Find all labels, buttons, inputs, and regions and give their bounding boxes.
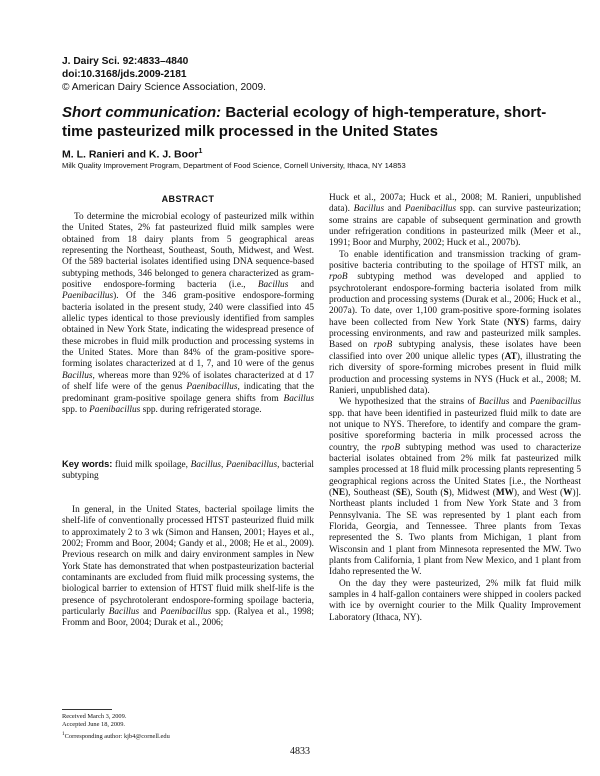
- doi-link[interactable]: doi:10.3168/jds.2009-2181: [62, 68, 187, 80]
- body-column-right: [329, 193, 581, 624]
- abstract-text: [62, 212, 314, 416]
- body-paragraph: Huck et al., 2007a; Huck et al., 2008; M. Ranieri, unpublished data). Bacillus and Paenibacillus spp. can survive pasteurization; some strains are capable of subsequent germination and growth under refrigeration conditions in pasteurized milk (Meer et al., 1991; Boor and Murphy, 2002; Huck et al., 2007b).: [329, 193, 581, 249]
- corresponding-author: $^1$Corresponding author: kjb4@cornell.edu: [62, 730, 170, 740]
- title-lead: Short communication:: [62, 104, 222, 121]
- body-paragraph: In general, in the United States, bacterial spoilage limits the shelf-life of conventionally processed HTST pasteurized fluid milk to approximately 2 to 3 wk (Simon and Hansen, 2001; Hayes et al., 2002; Fromm and Boor, 2004; Gandy et al., 2008; He et al., 2009). Previous research on milk and dairy environment samples in New York State has demonstrated that when postpasteurization bacterial contaminants are excluded from fluid milk processing systems, the biological barrier to extension of HTST fluid milk shelf-life is the presence of psychrotolerant endospore-forming spoilage bacteria, particularly Bacillus and Paenibacillus spp. (Ralyea et al., 1998; Fromm and Boor, 2004; Durak et al., 2006;: [62, 505, 314, 629]
- abstract-heading: ABSTRACT: [161, 194, 215, 204]
- affiliation: Milk Quality Improvement Program, Department of Food Science, Cornell University, Ithaca, NY 14853: [62, 161, 406, 170]
- author-footnote-marker[interactable]: 1: [198, 148, 203, 155]
- authors: [62, 148, 552, 161]
- body-paragraph: We hypothesized that the strains of Bacillus and Paenibacillus spp. that have been identified in pasteurized fluid milk to date are not unique to NYS. Therefore, to identify and compare the gram-positive sporeforming bacteria in milk processed across the country, the rpoB subtyping method was used to characterize bacterial isolates obtained from 2% milk fat pasteurized milk samples processed at 18 fluid milk processing plants representing 5 geographical regions across the United States [i.e., the Northeast (NE), Southeast (SE), South (S), Midwest (MW), and West (W)]. Northeast plants included 1 from New York State and 3 from Pennsylvania. The SE was represented by 1 plant each from Florida, Georgia, and Tennessee. Three plants from Texas represented the S. Two plants from Michigan, 1 plant from Wisconsin and 1 plant from Minnesota represented the MW. Two plants from California, 1 plant from New Mexico, and 1 plant from Idaho represented the W.: [329, 397, 581, 578]
- author-names: M. L. Ranieri and K. J. Boor: [62, 148, 199, 161]
- article-title: [62, 104, 552, 141]
- body-paragraph: To enable identification and transmission tracking of gram-positive bacteria contributing to the spoilage of HTST milk, an rpoB subtyping method was developed and applied to psychrotolerant endospore-forming bacteria isolated from milk production and processing systems (Durak et al., 2006; Huck et al., 2007a). To date, over 1,100 gram-positive spore-forming isolates have been collected from New York State (NYS) farms, dairy processing environments, and raw and pasteurized milk samples. Based on rpoB subtyping analysis, these isolates have been classified into over 200 unique allelic types (AT), illustrating the rich diversity of spore-forming microbes present in fluid milk production and processing systems in NYS (Huck et al., 2008; M. Ranieri, unpublished data).: [329, 249, 582, 396]
- page-number: 4833: [290, 746, 310, 757]
- keywords-label: Key words:: [62, 459, 113, 469]
- footnotes: [62, 713, 314, 741]
- journal-citation: J. Dairy Sci. 92:4833–4840: [62, 56, 189, 67]
- footnote-divider: [62, 709, 112, 710]
- title-main: Bacterial ecology of high-temperature, short-time pasteurized milk processed in the United States: [62, 104, 547, 140]
- copyright-notice: © American Dairy Science Association, 2009.: [62, 81, 266, 93]
- body-paragraph: On the day they were pasteurized, 2% milk fat fluid milk samples in 4 half-gallon containers were shipped in coolers packed with ice by overnight courier to the Milk Quality Improvement Laboratory (Ithaca, NY).: [329, 578, 581, 623]
- keywords: Key words: fluid milk spoilage, Bacillus, Paenibacillus, bacterial subtyping: [62, 459, 314, 482]
- accepted-date: Accepted June 18, 2009.: [62, 721, 126, 729]
- abstract-paragraph: To determine the microbial ecology of pasteurized milk within the United States, 2% fat pasteurized fluid milk samples were obtained from 18 dairy plants from 5 geographical areas representing the Northeast, Southeast, South, Midwest, and West. Of the 589 bacterial isolates identified using DNA sequence-based subtyping methods, 346 belonged to genera characterized as gram-positive endospore-forming bacteria (i.e., Bacillus and Paenibacillus). Of the 346 gram-positive endospore-forming bacteria isolated in the present study, 240 were classified into 45 allelic types identical to those previously identified from samples obtained in New York State, indicating the widespread presence of these microbes in fluid milk production and processing systems in the United States. More than 84% of the gram-positive spore-forming isolates characterized at d 1, 7, and 10 were of the genus Bacillus, whereas more than 92% of isolates characterized at d 17 of shelf life were of the genus Paenibacillus, indicating that the predominant gram-positive spoilage genera shifts from Bacillus spp. to Paenibacillus spp. during refrigerated storage.: [62, 212, 315, 415]
- body-column-left: [62, 505, 314, 630]
- citation-block: [62, 56, 362, 94]
- received-date: Received March 3, 2009.: [62, 713, 127, 720]
